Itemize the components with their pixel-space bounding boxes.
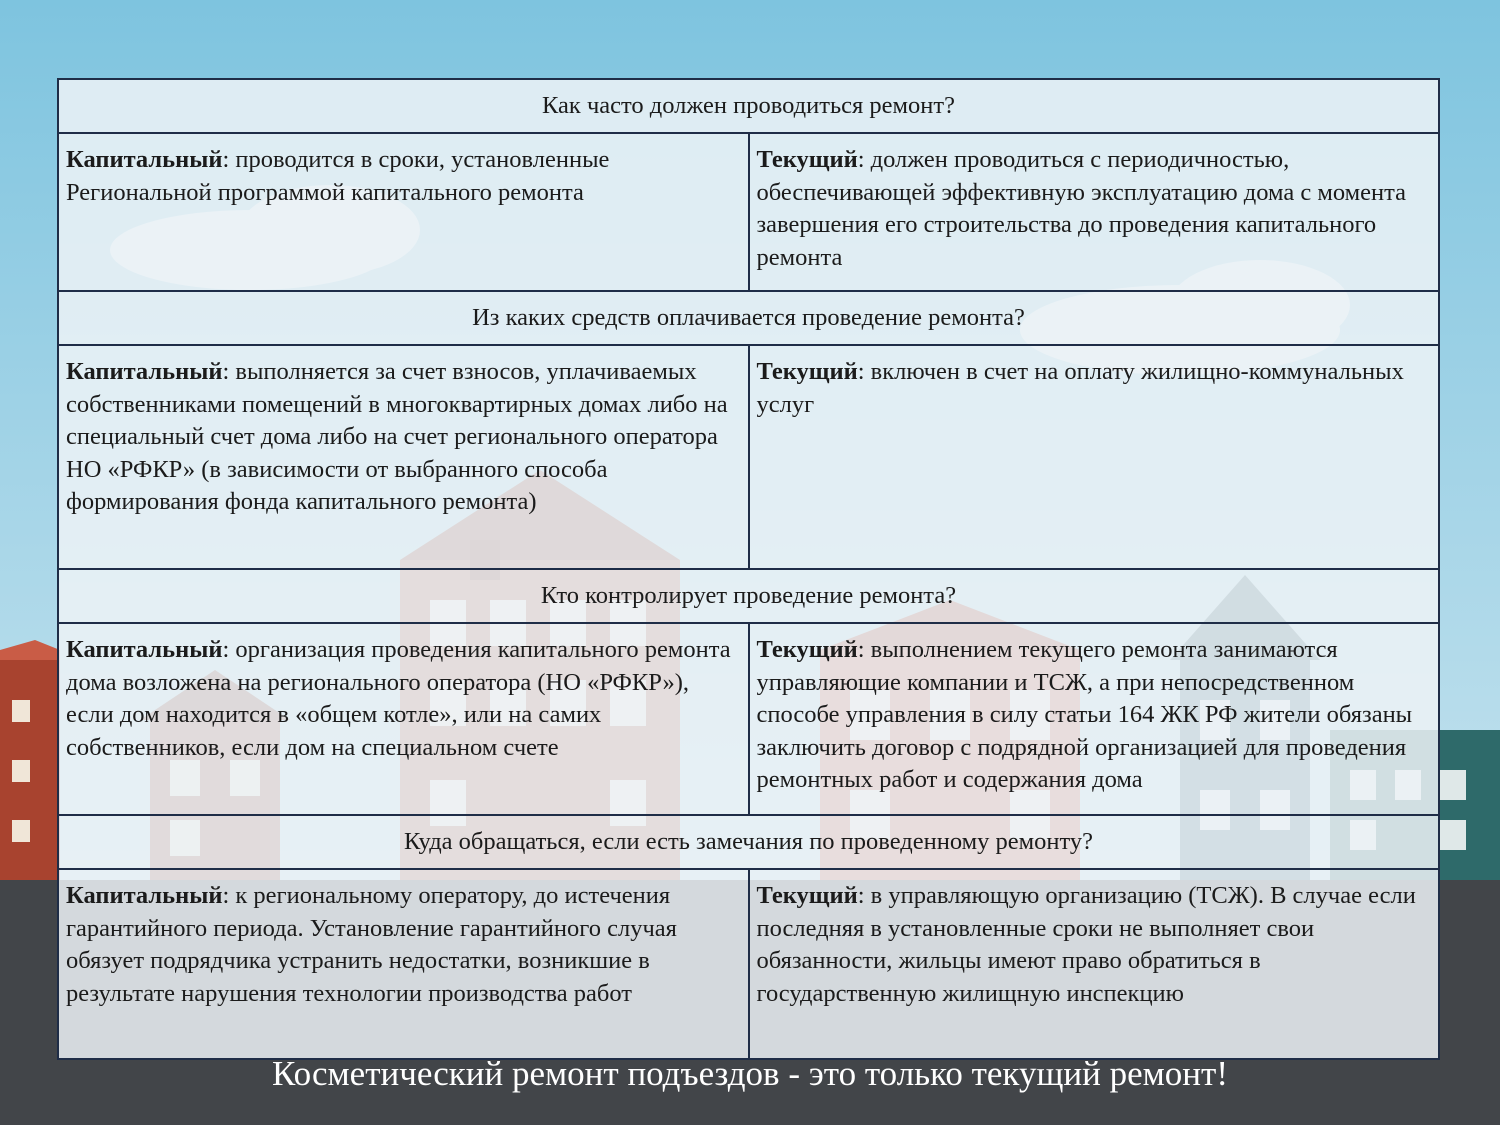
current-term: Текущий	[756, 146, 858, 173]
current-text: : выполнением текущего ремонта занимаются управляющие компании и ТСЖ, а при непосредственном способе управления в силу статьи 164 ЖК РФ жители обязаны заключить договор с подрядной организацией для проведения ремонтных работ и содержания дома	[756, 636, 1413, 793]
capital-term: Капитальный	[66, 358, 223, 385]
current-answer-frequency	[749, 133, 1440, 291]
repair-comparison-table-wrapper	[57, 78, 1440, 1060]
current-term: Текущий	[756, 882, 858, 909]
answer-row	[58, 869, 1439, 1059]
current-answer-control	[749, 623, 1440, 815]
current-answer-complaints	[749, 869, 1440, 1059]
capital-answer-control	[58, 623, 749, 815]
question-funding: Из каких средств оплачивается проведение ремонта?	[58, 291, 1439, 345]
current-term: Текущий	[756, 358, 858, 385]
capital-term: Капитальный	[66, 146, 223, 173]
question-row	[58, 815, 1439, 869]
question-complaints: Куда обращаться, если есть замечания по проведенному ремонту?	[58, 815, 1439, 869]
current-text: : должен проводиться с периодичностью, обеспечивающей эффективную эксплуатацию дома с момента завершения его строительства до проведения капитального ремонта	[756, 146, 1407, 271]
answer-row	[58, 345, 1439, 569]
capital-text: : организация проведения капитального ремонта дома возложена на регионального оператора (НО «РФКР»), если дом находится в «общем котле», или на самих собственников, если дом на специальном счете	[66, 636, 731, 761]
capital-answer-complaints	[58, 869, 749, 1059]
current-answer-funding	[749, 345, 1440, 569]
answer-row	[58, 133, 1439, 291]
capital-text: : проводится в сроки, установленные Региональной программой капитального ремонта	[66, 146, 610, 206]
question-row	[58, 569, 1439, 623]
question-control: Кто контролирует проведение ремонта?	[58, 569, 1439, 623]
current-term: Текущий	[756, 636, 858, 663]
repair-comparison-table	[57, 78, 1440, 1060]
current-text: : включен в счет на оплату жилищно-коммунальных услуг	[756, 358, 1404, 418]
question-row	[58, 79, 1439, 133]
capital-term: Капитальный	[66, 636, 223, 663]
answer-row	[58, 623, 1439, 815]
capital-text: : выполняется за счет взносов, уплачиваемых собственниками помещений в многоквартирных домах либо на специальный счет дома либо на счет регионального оператора НО «РФКР» (в зависимости от выбранного способа формирования фонда капитального ремонта)	[66, 358, 728, 515]
current-text: : в управляющую организацию (ТСЖ). В случае если последняя в установленные сроки не выполняет свои обязанности, жильцы имеют право обратиться в государственную жилищную инспекцию	[756, 882, 1416, 1007]
question-frequency: Как часто должен проводиться ремонт?	[58, 79, 1439, 133]
capital-answer-frequency	[58, 133, 749, 291]
capital-term: Капитальный	[66, 882, 223, 909]
question-row	[58, 291, 1439, 345]
capital-text: : к региональному оператору, до истечения гарантийного периода. Установление гарантийного случая обязует подрядчика устранить недостатки, возникшие в результате нарушения технологии производства работ	[66, 882, 677, 1007]
footer-note: Косметический ремонт подъездов - это только текущий ремонт!	[272, 1054, 1228, 1093]
capital-answer-funding	[58, 345, 749, 569]
